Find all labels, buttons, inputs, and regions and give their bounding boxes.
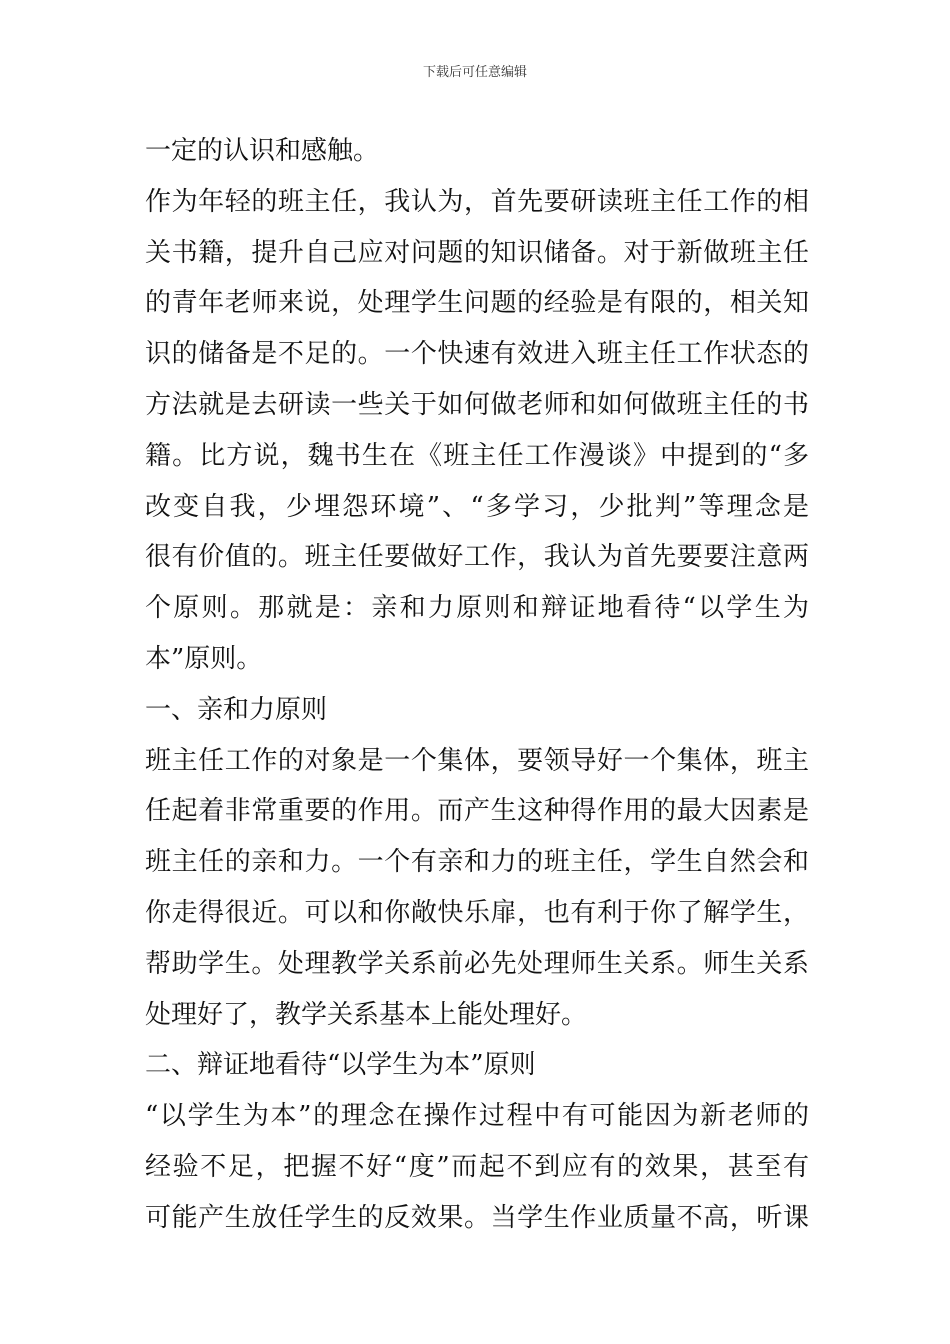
text-line: 改变自我，少埋怨环境”、“多学习，少批判”等理念是 xyxy=(145,491,809,522)
text-line: 识的储备是不足的。一个快速有效进入班主任工作状态的 xyxy=(145,339,809,370)
text-line: 的青年老师来说，处理学生问题的经验是有限的，相关知 xyxy=(145,288,809,319)
text-line: 一、亲和力原则 xyxy=(145,694,328,725)
text-line: 班主任的亲和力。一个有亲和力的班主任，学生自然会和 xyxy=(145,847,809,878)
text-line: 一定的认识和感触。 xyxy=(145,136,380,166)
text-line: 你走得很近。可以和你敞快乐扉，也有利于你了解学生， xyxy=(145,897,809,928)
body-text xyxy=(145,126,809,1244)
text-line: “以学生为本”的理念在操作过程中有可能因为新老师的 xyxy=(145,1101,809,1132)
text-line: 二、辩证地看待“以学生为本”原则 xyxy=(145,1050,536,1081)
text-line: 很有价值的。班主任要做好工作，我认为首先要要注意两 xyxy=(145,542,809,573)
text-line: 关书籍，提升自己应对问题的知识储备。对于新做班主任 xyxy=(145,237,809,268)
text-line: 帮助学生。处理教学关系前必先处理师生关系。师生关系 xyxy=(145,948,809,979)
page-header: 下载后可任意编辑 xyxy=(422,65,527,80)
text-line: 班主任工作的对象是一个集体，要领导好一个集体，班主 xyxy=(145,745,809,776)
text-line: 经验不足，把握不好“度”而起不到应有的效果，甚至有 xyxy=(145,1151,809,1182)
text-line: 任起着非常重要的作用。而产生这种得作用的最大因素是 xyxy=(145,796,809,827)
text-line: 本”原则。 xyxy=(145,643,263,674)
text-line: 可能产生放任学生的反效果。当学生作业质量不高，听课 xyxy=(145,1202,809,1233)
text-line: 处理好了，教学关系基本上能处理好。 xyxy=(145,999,588,1030)
text-line: 作为年轻的班主任，我认为，首先要研读班主任工作的相 xyxy=(145,186,809,217)
text-line: 方法就是去研读一些关于如何做老师和如何做班主任的书 xyxy=(145,389,809,420)
text-line: 个原则。那就是：亲和力原则和辩证地看待“以学生为 xyxy=(145,593,809,624)
text-line: 籍。比方说，魏书生在《班主任工作漫谈》中提到的“多 xyxy=(145,440,809,471)
